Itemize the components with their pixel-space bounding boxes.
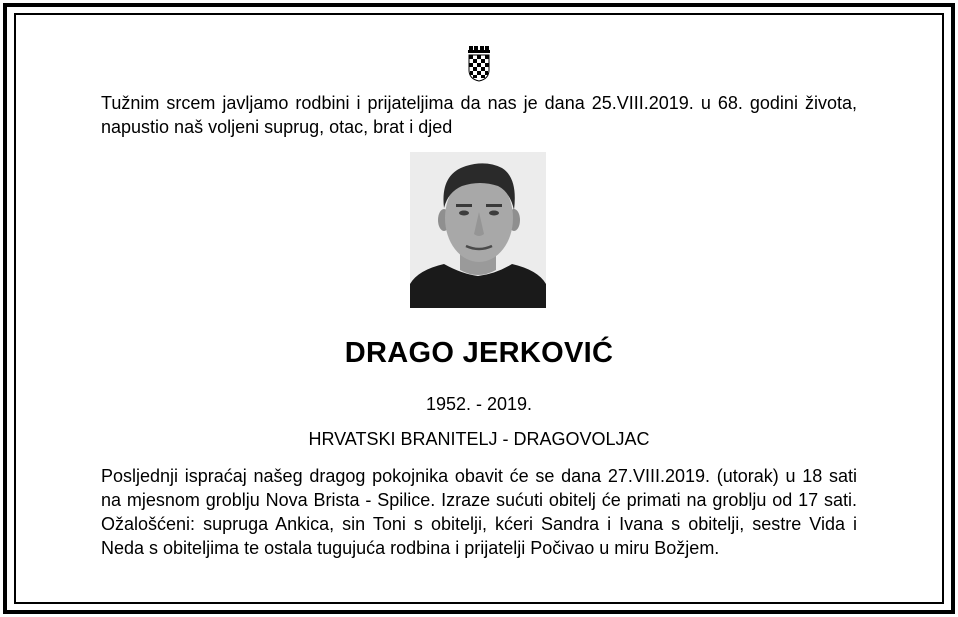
life-years: 1952. - 2019. xyxy=(425,394,533,414)
intro-text: Tužnim srcem javljamo rodbini i prijateljima da nas je dana 25.VIII.2019. u 68. godini života, napustio naš voljeni suprug, otac, brat i djed xyxy=(101,93,857,137)
portrait-photo xyxy=(410,152,546,308)
veteran-title: HRVATSKI BRANITELJ - DRAGOVOLJAC xyxy=(308,429,650,449)
funeral-details-text: Posljednji ispraćaj našeg dragog pokojnika obavit će se dana 27.VIII.2019. (utorak) u 18 sati na mjesnom groblju Nova Brista - Spilice. Izraze sućuti obitelj će primati na groblju od 17 sati. Ožalošćeni: supruga Ankica, sin Toni s obitelji, kćeri Sandra i Ivana s obitelji, sestre Vida i Neda s obiteljima te ostala tugujuća rodbina i prijatelji Počivao u miru Božjem. xyxy=(101,466,857,558)
croatian-coat-of-arms-icon xyxy=(468,46,490,82)
deceased-name: DRAGO JERKOVIĆ xyxy=(344,337,614,369)
